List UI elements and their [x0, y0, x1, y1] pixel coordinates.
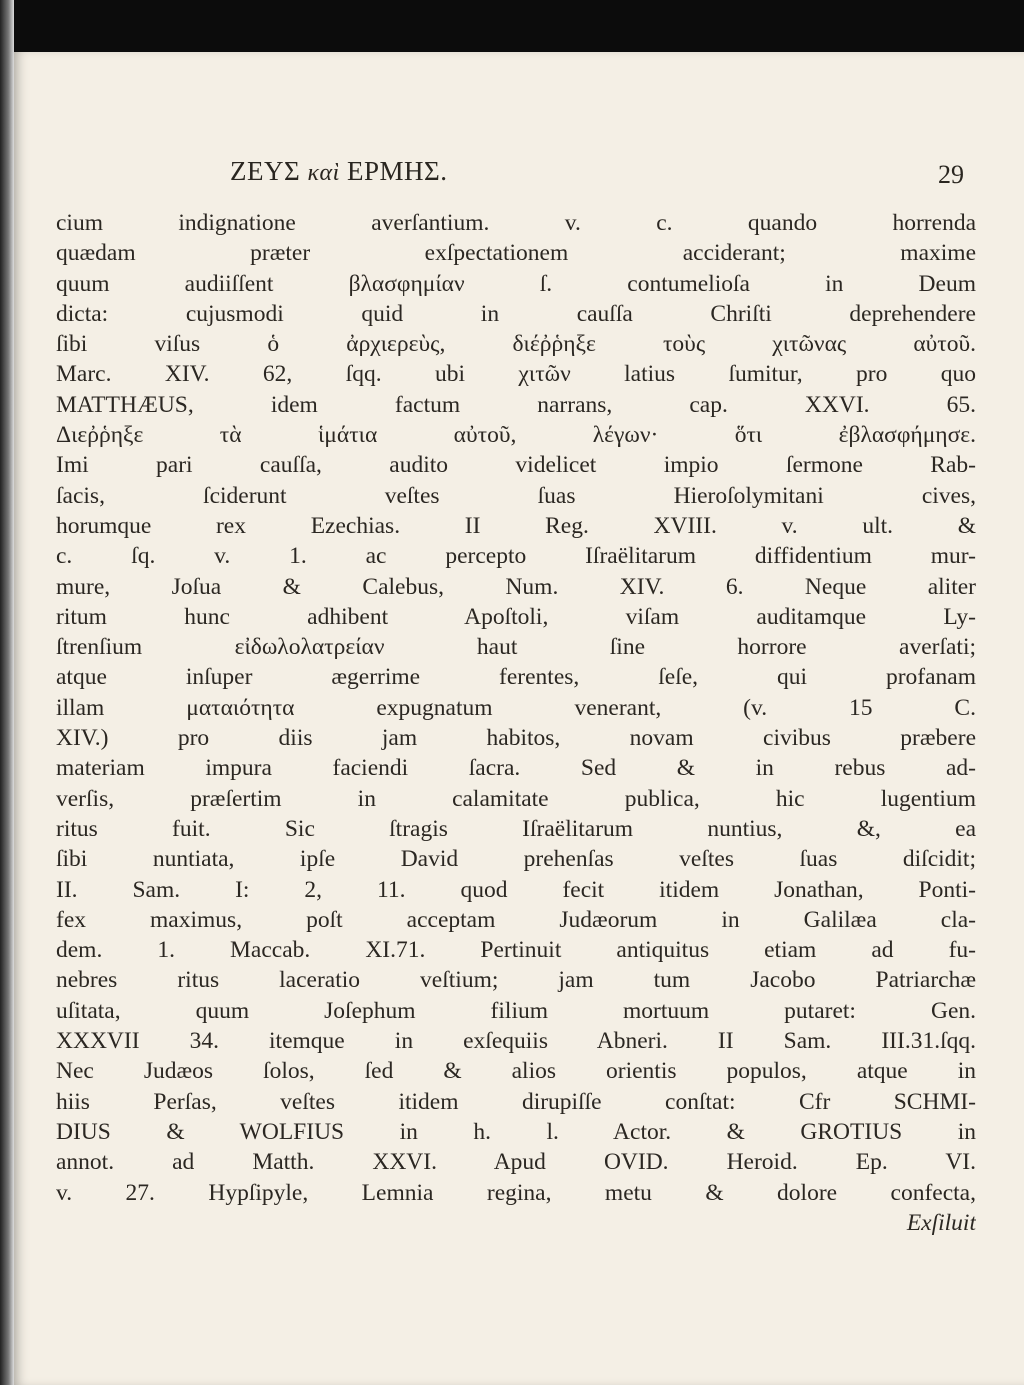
text-line: II. Sam. I: 2, 11. quod fecit itidem Jonathan, Ponti- [56, 876, 976, 903]
text-line: ſibi nuntiata, ipſe David prehenſas veſtes ſuas diſcidit; [56, 846, 976, 873]
running-head [230, 156, 690, 196]
text-line: ritus fuit. Sic ſtragis Iſraëlitarum nuntius, &, ea [56, 815, 976, 842]
scanner-border-top [0, 0, 1024, 52]
text-line: Nec Judæos ſolos, ſed & alios orientis populos, atque in [56, 1058, 976, 1085]
text-line: fex maximus, poſt acceptam Judæorum in Galilæa cla- [56, 906, 976, 933]
text-line: ſacis, ſciderunt veſtes ſuas Hieroſolymitani cives, [56, 482, 976, 509]
text-line: materiam impura faciendi ſacra. Sed & in rebus ad- [56, 755, 976, 782]
text-line: verſis, præſertim in calamitate publica, hic lugentium [56, 785, 976, 812]
text-line: MATTHÆUS, idem factum narrans, cap. XXVI. 65. [56, 391, 976, 418]
page-number: 29 [938, 160, 964, 189]
text-line: atque inſuper ægerrime ferentes, ſeſe, qui profanam [56, 664, 976, 691]
text-line: DIUS & WOLFIUS in h. l. Actor. & GROTIUS in [56, 1118, 976, 1145]
text-line: v. 27. Hypſipyle, Lemnia regina, metu & dolore confecta, [56, 1179, 976, 1206]
text-line: dem. 1. Maccab. XI.71. Pertinuit antiquitus etiam ad fu- [56, 937, 976, 964]
text-line: Marc. XIV. 62, ſqq. ubi χιτῶν latius ſumitur, pro quo [56, 361, 976, 388]
text-line: quum audiiſſent βλασφημίαν ſ. contumelioſa in Deum [56, 270, 976, 297]
running-head-left: ZEΥΣ [230, 156, 301, 186]
running-head-kai: καὶ [307, 160, 340, 186]
text-line: illam ματαιότητα expugnatum venerant, (v. 15 C. [56, 694, 976, 721]
text-line: XIV.) pro diis jam habitos, novam civibus præbere [56, 725, 976, 752]
text-line: nebres ritus laceratio veſtium; jam tum Jacobo Patriarchæ [56, 967, 976, 994]
body-text [56, 208, 976, 1388]
running-head-right: ΕΡΜΗΣ. [347, 156, 448, 186]
text-line: c. ſq. v. 1. ac percepto Iſraëlitarum diffidentium mur- [56, 543, 976, 570]
text-line: horumque rex Ezechias. II Reg. XVIII. v. ult. & [56, 512, 976, 539]
text-line: ritum hunc adhibent Apoſtoli, viſam auditamque Ly- [56, 603, 976, 630]
book-gutter-shadow [0, 0, 14, 1385]
catchword: Exſiluit [906, 1209, 976, 1236]
text-line: mure, Joſua & Calebus, Num. XIV. 6. Neque aliter [56, 573, 976, 600]
text-line: ſtrenſium εἰδωλολατρείαν haut ſine horrore averſati; [56, 634, 976, 661]
text-line: XXXVII 34. itemque in exſequiis Abneri. II Sam. III.31.ſqq. [56, 1028, 976, 1055]
text-line: Imi pari cauſſa, audito videlicet impio ſermone Rab- [56, 452, 976, 479]
text-line: hiis Perſas, veſtes itidem dirupiſſe conſtat: Cfr SCHMI- [56, 1088, 976, 1115]
text-line: cium indignatione averſantium. v. c. quando horrenda [56, 210, 976, 236]
text-line: ſibi viſus ὁ ἀρχιερεὺς, διέῤῥηξε τοὺς χιτῶνας αὐτοῦ. [56, 331, 976, 358]
text-line: dicta: cujusmodi quid in cauſſa Chriſti deprehendere [56, 300, 976, 327]
text-line: Διεῤῥηξε τὰ ἱμάτια αὐτοῦ, λέγων· ὅτι ἐβλασφήμησε. [56, 422, 976, 449]
text-line: quædam præter exſpectationem acciderant; maxime [56, 240, 976, 267]
text-line: uſitata, quum Joſephum filium mortuum putaret: Gen. [56, 997, 976, 1024]
text-line: annot. ad Matth. XXVI. Apud OVID. Heroid. Ep. VI. [56, 1149, 976, 1176]
